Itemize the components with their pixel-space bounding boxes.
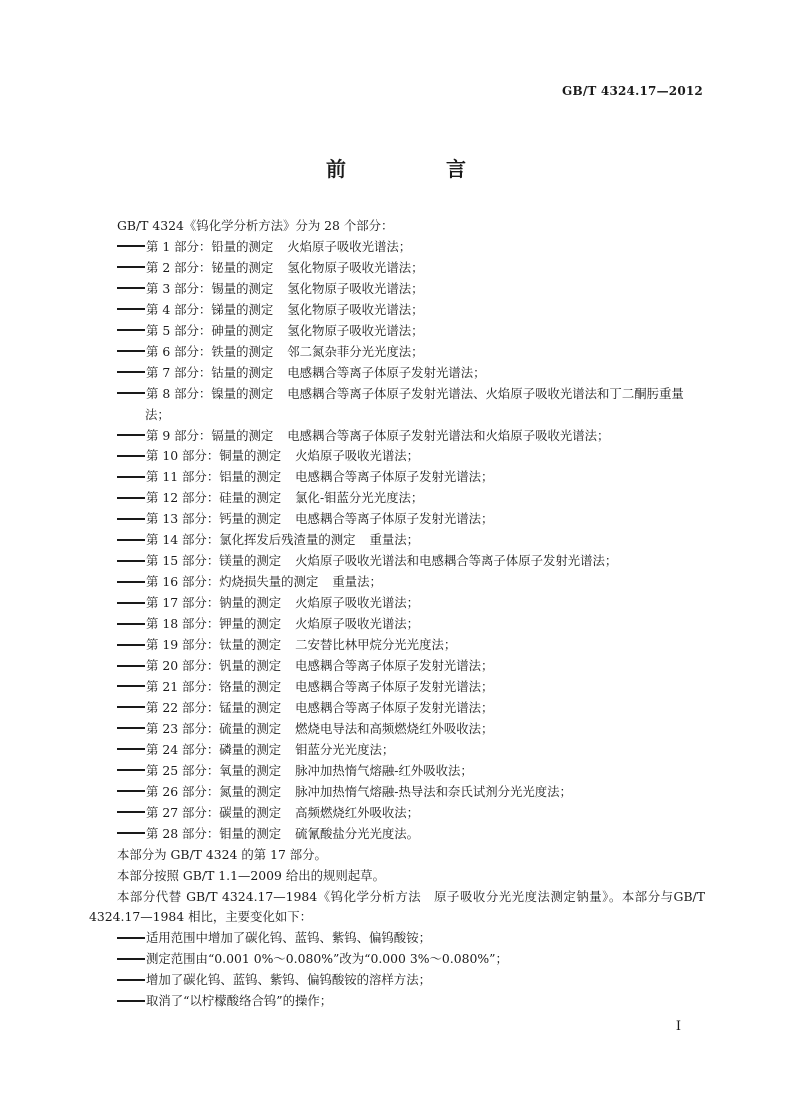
part-label: 第 25 部分：氧量的测定 bbox=[146, 762, 282, 778]
em-dash-icon bbox=[117, 727, 145, 729]
part-label: 第 14 部分：氯化挥发后残渣量的测定 bbox=[146, 532, 356, 548]
em-dash-icon bbox=[117, 665, 145, 667]
list-item bbox=[89, 551, 705, 572]
list-item bbox=[89, 509, 705, 530]
em-dash-icon bbox=[117, 476, 145, 478]
list-item bbox=[89, 488, 705, 509]
em-dash-icon bbox=[117, 581, 145, 583]
part-method: 氢化物原子吸收光谱法； bbox=[287, 301, 424, 317]
em-dash-icon bbox=[117, 769, 145, 771]
list-item bbox=[89, 530, 705, 551]
part-method: 火焰原子吸收光谱法和电感耦合等离子体原子发射光谱法； bbox=[295, 553, 618, 569]
list-item bbox=[89, 949, 705, 970]
list-item bbox=[89, 656, 705, 677]
list-item bbox=[89, 614, 705, 635]
list-item bbox=[89, 572, 705, 593]
em-dash-icon bbox=[117, 266, 145, 268]
part-method: 高频燃烧红外吸收法； bbox=[295, 804, 420, 820]
list-item bbox=[89, 467, 705, 488]
part-method: 火焰原子吸收光谱法； bbox=[295, 595, 420, 611]
em-dash-icon bbox=[117, 602, 145, 604]
part-label: 第 18 部分：钾量的测定 bbox=[146, 616, 282, 632]
list-item bbox=[89, 698, 705, 719]
em-dash-icon bbox=[117, 958, 145, 960]
part-label: 第 7 部分：钴量的测定 bbox=[146, 364, 274, 380]
part-label: 第 27 部分：碳量的测定 bbox=[146, 804, 282, 820]
part-method: 氢化物原子吸收光谱法； bbox=[287, 259, 424, 275]
list-item bbox=[89, 761, 705, 782]
part-method: 电感耦合等离子体原子发射光谱法和火焰原子吸收光谱法； bbox=[287, 427, 610, 443]
part-method: 电感耦合等离子体原子发射光谱法、火焰原子吸收光谱法和丁二酮肟重量法； bbox=[145, 385, 684, 422]
part-label: 第 12 部分：硅量的测定 bbox=[146, 490, 282, 506]
part-label: 第 22 部分：锰量的测定 bbox=[146, 699, 282, 715]
list-item bbox=[89, 824, 705, 845]
part-label: 第 21 部分：铬量的测定 bbox=[146, 678, 282, 694]
list-item bbox=[89, 426, 705, 447]
em-dash-icon bbox=[117, 371, 145, 373]
intro-paragraph: GB/T 4324《钨化学分析方法》分为 28 个部分： bbox=[117, 218, 394, 233]
replacement-statement: 本部分代替 GB/T 4324.17—1984《钨化学分析方法 原子吸收分光光度法测定钠量》。本部分与GB/T 4324.17—1984 相比，主要变化如下： bbox=[89, 888, 705, 925]
list-item bbox=[89, 363, 705, 384]
em-dash-icon bbox=[117, 644, 145, 646]
part-method: 电感耦合等离子体原子发射光谱法； bbox=[295, 678, 494, 694]
part-label: 第 17 部分：钠量的测定 bbox=[146, 595, 282, 611]
part-label: 第 3 部分：锡量的测定 bbox=[146, 280, 274, 296]
em-dash-icon bbox=[117, 497, 145, 499]
part-label: 第 16 部分：灼烧损失量的测定 bbox=[146, 574, 319, 590]
changes-list bbox=[89, 928, 705, 1012]
part-label: 第 26 部分：氮量的测定 bbox=[146, 783, 282, 799]
part-label: 第 2 部分：铋量的测定 bbox=[146, 259, 274, 275]
list-item bbox=[89, 970, 705, 991]
part-label: 第 11 部分：铝量的测定 bbox=[146, 469, 282, 485]
list-item bbox=[89, 446, 705, 467]
list-item bbox=[89, 782, 705, 803]
em-dash-icon bbox=[117, 329, 145, 331]
list-item bbox=[89, 677, 705, 698]
part-label: 第 9 部分：镉量的测定 bbox=[146, 427, 274, 443]
part-label: 第 8 部分：镍量的测定 bbox=[146, 385, 274, 401]
em-dash-icon bbox=[117, 245, 145, 247]
part-method: 硫氰酸盐分光光度法。 bbox=[295, 825, 420, 841]
part-label: 第 13 部分：钙量的测定 bbox=[146, 511, 282, 527]
em-dash-icon bbox=[117, 685, 145, 687]
part-label: 第 5 部分：砷量的测定 bbox=[146, 322, 274, 338]
part-method: 电感耦合等离子体原子发射光谱法； bbox=[287, 364, 486, 380]
em-dash-icon bbox=[117, 937, 145, 939]
part-method: 脉冲加热惰气熔融-红外吸收法； bbox=[295, 762, 473, 778]
em-dash-icon bbox=[117, 308, 145, 310]
list-item bbox=[89, 237, 705, 258]
em-dash-icon bbox=[117, 832, 145, 834]
part-method: 邻二氮杂菲分光光度法； bbox=[287, 343, 424, 359]
em-dash-icon bbox=[117, 560, 145, 562]
part-label: 第 23 部分：硫量的测定 bbox=[146, 720, 282, 736]
em-dash-icon bbox=[117, 811, 145, 813]
part-label: 第 15 部分：镁量的测定 bbox=[146, 553, 282, 569]
em-dash-icon bbox=[117, 287, 145, 289]
part-method: 燃烧电导法和高频燃烧红外吸收法； bbox=[295, 720, 494, 736]
em-dash-icon bbox=[117, 979, 145, 981]
part-method: 氢化物原子吸收光谱法； bbox=[287, 280, 424, 296]
part-label: 第 10 部分：铜量的测定 bbox=[146, 448, 282, 464]
part-method: 二安替比林甲烷分光光度法； bbox=[295, 637, 457, 653]
part-label: 第 24 部分：磷量的测定 bbox=[146, 741, 282, 757]
part-method: 电感耦合等离子体原子发射光谱法； bbox=[295, 511, 494, 527]
foreword-body bbox=[89, 216, 705, 1012]
part-method: 氢化物原子吸收光谱法； bbox=[287, 322, 424, 338]
list-item bbox=[89, 279, 705, 300]
em-dash-icon bbox=[117, 706, 145, 708]
list-item bbox=[89, 321, 705, 342]
em-dash-icon bbox=[117, 1000, 145, 1002]
part-method: 电感耦合等离子体原子发射光谱法； bbox=[295, 699, 494, 715]
em-dash-icon bbox=[117, 539, 145, 541]
em-dash-icon bbox=[117, 748, 145, 750]
part-method: 电感耦合等离子体原子发射光谱法； bbox=[295, 658, 494, 674]
em-dash-icon bbox=[117, 350, 145, 352]
change-text: 取消了“以柠檬酸络合钨”的操作； bbox=[146, 993, 333, 1009]
part-method: 钼蓝分光光度法； bbox=[295, 741, 395, 757]
part-statement: 本部分为 GB/T 4324 的第 17 部分。 bbox=[117, 846, 327, 862]
list-item bbox=[89, 928, 705, 949]
part-label: 第 6 部分：铁量的测定 bbox=[146, 343, 274, 359]
part-label: 第 28 部分：钼量的测定 bbox=[146, 825, 282, 841]
part-method: 电感耦合等离子体原子发射光谱法； bbox=[295, 469, 494, 485]
em-dash-icon bbox=[117, 434, 145, 436]
parts-list bbox=[89, 237, 705, 845]
list-item bbox=[89, 740, 705, 761]
part-method: 火焰原子吸收光谱法； bbox=[295, 616, 420, 632]
em-dash-icon bbox=[117, 518, 145, 520]
page-number: I bbox=[675, 1019, 681, 1034]
list-item bbox=[89, 719, 705, 740]
list-item bbox=[89, 635, 705, 656]
list-item bbox=[89, 300, 705, 321]
list-item bbox=[89, 593, 705, 614]
part-method: 火焰原子吸收光谱法； bbox=[287, 238, 412, 254]
part-method: 重量法； bbox=[332, 574, 382, 590]
part-label: 第 20 部分：钒量的测定 bbox=[146, 658, 282, 674]
part-label: 第 4 部分：锑量的测定 bbox=[146, 301, 274, 317]
list-item bbox=[89, 991, 705, 1012]
standard-code-header: GB/T 4324.17—2012 bbox=[562, 84, 703, 98]
em-dash-icon bbox=[117, 455, 145, 457]
part-label: 第 1 部分：铅量的测定 bbox=[146, 238, 274, 254]
part-method: 脉冲加热惰气熔融-热导法和奈氏试剂分光光度法； bbox=[295, 783, 572, 799]
list-item bbox=[89, 342, 705, 363]
em-dash-icon bbox=[117, 790, 145, 792]
change-text: 适用范围中增加了碳化钨、蓝钨、紫钨、偏钨酸铵； bbox=[146, 930, 431, 946]
change-text: 增加了碳化钨、蓝钨、紫钨、偏钨酸铵的溶样方法； bbox=[146, 972, 431, 988]
part-method: 氯化-钼蓝分光光度法； bbox=[295, 490, 424, 506]
part-method: 火焰原子吸收光谱法； bbox=[295, 448, 420, 464]
drafting-rules-statement: 本部分按照 GB/T 1.1—2009 给出的规则起草。 bbox=[117, 867, 385, 883]
em-dash-icon bbox=[117, 623, 145, 625]
list-item bbox=[89, 803, 705, 824]
part-method: 重量法； bbox=[369, 532, 420, 548]
part-label: 第 19 部分：钛量的测定 bbox=[146, 637, 282, 653]
change-text: 测定范围由“0.001 0%～0.080%”改为“0.000 3%～0.080%”； bbox=[146, 951, 508, 967]
em-dash-icon bbox=[117, 392, 145, 394]
list-item bbox=[89, 384, 705, 426]
list-item bbox=[89, 258, 705, 279]
page-title: 前 言 bbox=[326, 157, 506, 181]
